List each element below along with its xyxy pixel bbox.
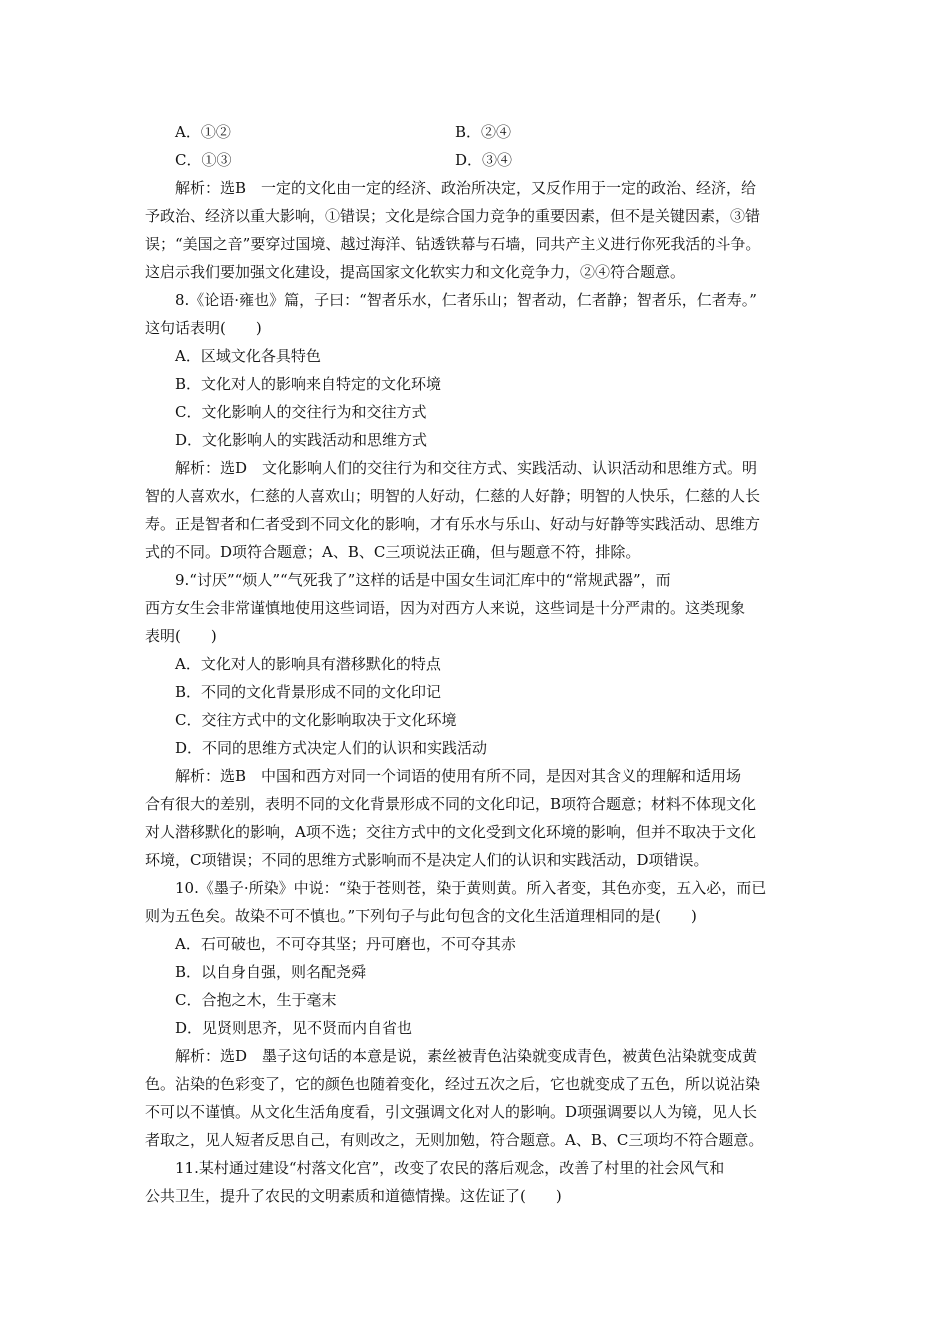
analysis-line: 环境，C项错误；不同的思维方式影响而不是决定人们的认识和实践活动，D项错误。 — [145, 851, 709, 869]
analysis-line: 者取之，见人短者反思自己，有则改之，无则加勉，符合题意。A、B、C三项均不符合题意。 — [145, 1131, 764, 1149]
q8-option-c: C．文化影响人的交往行为和交往方式 — [175, 403, 427, 421]
stem-line: 9.“讨厌”“烦人”“气死我了”这样的话是中国女生词汇库中的“常规武器”，而 — [175, 571, 671, 589]
stem-line: 10.《墨子·所染》中说：“染于苍则苍，染于黄则黄。所入者变，其色亦变，五入必，而已 — [175, 879, 767, 897]
analysis-line: 这启示我们要加强文化建设，提高国家文化软实力和文化竞争力，②④符合题意。 — [145, 263, 686, 281]
q10-stem — [145, 874, 810, 930]
analysis-line: 式的不同。D项符合题意；A、B、C三项说法正确，但与题意不符，排除。 — [145, 543, 641, 561]
q8-option-a: A．区域文化各具特色 — [175, 347, 321, 365]
q10-analysis — [145, 1042, 810, 1154]
q9-analysis — [145, 762, 810, 874]
stem-line: 则为五色矣。故染不可不慎也。”下列句子与此句包含的文化生活道理相同的是( ) — [145, 907, 697, 925]
analysis-line: 智的人喜欢水，仁慈的人喜欢山；明智的人好动，仁慈的人好静；明智的人快乐，仁慈的人长 — [145, 487, 761, 505]
stem-line: 11.某村通过建设“村落文化宫”，改变了农民的落后观念，改善了村里的社会风气和 — [175, 1159, 725, 1177]
analysis-line: 误；“美国之音”要穿过国境、越过海洋、钻透铁幕与石墙，同共产主义进行你死我活的斗争。 — [145, 235, 761, 253]
q7-option-row — [145, 146, 810, 174]
analysis-line: 合有很大的差别，表明不同的文化背景形成不同的文化印记，B项符合题意；材料不体现文化 — [145, 795, 757, 813]
q9-options — [145, 650, 810, 762]
q8-stem — [145, 286, 810, 342]
document-page — [145, 118, 810, 1210]
q8-option-b: B．文化对人的影响来自特定的文化环境 — [175, 375, 442, 393]
stem-line: 8.《论语·雍也》篇，子曰：“智者乐水，仁者乐山；智者动，仁者静；智者乐，仁者寿。” — [175, 291, 757, 309]
analysis-line: 色。沾染的色彩变了，它的颜色也随着变化，经过五次之后，它也就变成了五色，所以说沾染 — [145, 1075, 761, 1093]
q9-option-c: C．交往方式中的文化影响取决于文化环境 — [175, 711, 457, 729]
q9-option-d: D．不同的思维方式决定人们的认识和实践活动 — [175, 739, 488, 757]
analysis-line: 不可以不谨慎。从文化生活角度看，引文强调文化对人的影响。D项强调要以人为镜，见人长 — [145, 1103, 758, 1121]
analysis-line: 解析：选B 一定的文化由一定的经济、政治所决定，又反作用于一定的政治、经济，给 — [175, 179, 757, 197]
q8-analysis — [145, 454, 810, 566]
q10-option-c: C．合抱之木，生于毫末 — [175, 991, 337, 1009]
q9-option-b: B．不同的文化背景形成不同的文化印记 — [175, 683, 442, 701]
analysis-line: 解析：选B 中国和西方对同一个词语的使用有所不同，是因对其含义的理解和适用场 — [175, 767, 742, 785]
q11-stem — [145, 1154, 810, 1210]
analysis-line: 对人潜移默化的影响，A项不选；交往方式中的文化受到文化环境的影响，但并不取决于文化 — [145, 823, 756, 841]
q7-option-c: C．①③ — [175, 151, 232, 169]
q7-option-b: B．②④ — [455, 123, 512, 141]
q10-option-a: A．石可破也，不可夺其坚；丹可磨也，不可夺其赤 — [175, 935, 516, 953]
analysis-line: 寿。正是智者和仁者受到不同文化的影响，才有乐水与乐山、好动与好静等实践活动、思维方 — [145, 515, 761, 533]
analysis-line: 解析：选D 墨子这句话的本意是说，素丝被青色沾染就变成青色，被黄色沾染就变成黄 — [175, 1047, 758, 1065]
q8-option-d: D．文化影响人的实践活动和思维方式 — [175, 431, 428, 449]
stem-line: 公共卫生，提升了农民的文明素质和道德情操。这佐证了( ) — [145, 1187, 562, 1205]
q7-option-a: A．①② — [175, 123, 231, 141]
q10-option-d: D．见贤则思齐，见不贤而内自省也 — [175, 1019, 413, 1037]
q7-analysis — [145, 174, 810, 286]
q7-option-row — [145, 118, 810, 146]
q10-option-b: B．以自身自强，则名配尧舜 — [175, 963, 367, 981]
stem-line: 表明( ) — [145, 627, 217, 645]
stem-line: 这句话表明( ) — [145, 319, 262, 337]
q8-options — [145, 342, 810, 454]
q7-option-d: D．③④ — [455, 151, 513, 169]
stem-line: 西方女生会非常谨慎地使用这些词语，因为对西方人来说，这些词是十分严肃的。这类现象 — [145, 599, 746, 617]
q10-options — [145, 930, 810, 1042]
q9-stem — [145, 566, 810, 650]
analysis-line: 予政治、经济以重大影响，①错误；文化是综合国力竞争的重要因素，但不是关键因素，③错 — [145, 207, 761, 225]
analysis-line: 解析：选D 文化影响人们的交往行为和交往方式、实践活动、认识活动和思维方式。明 — [175, 459, 758, 477]
q9-option-a: A．文化对人的影响具有潜移默化的特点 — [175, 655, 441, 673]
